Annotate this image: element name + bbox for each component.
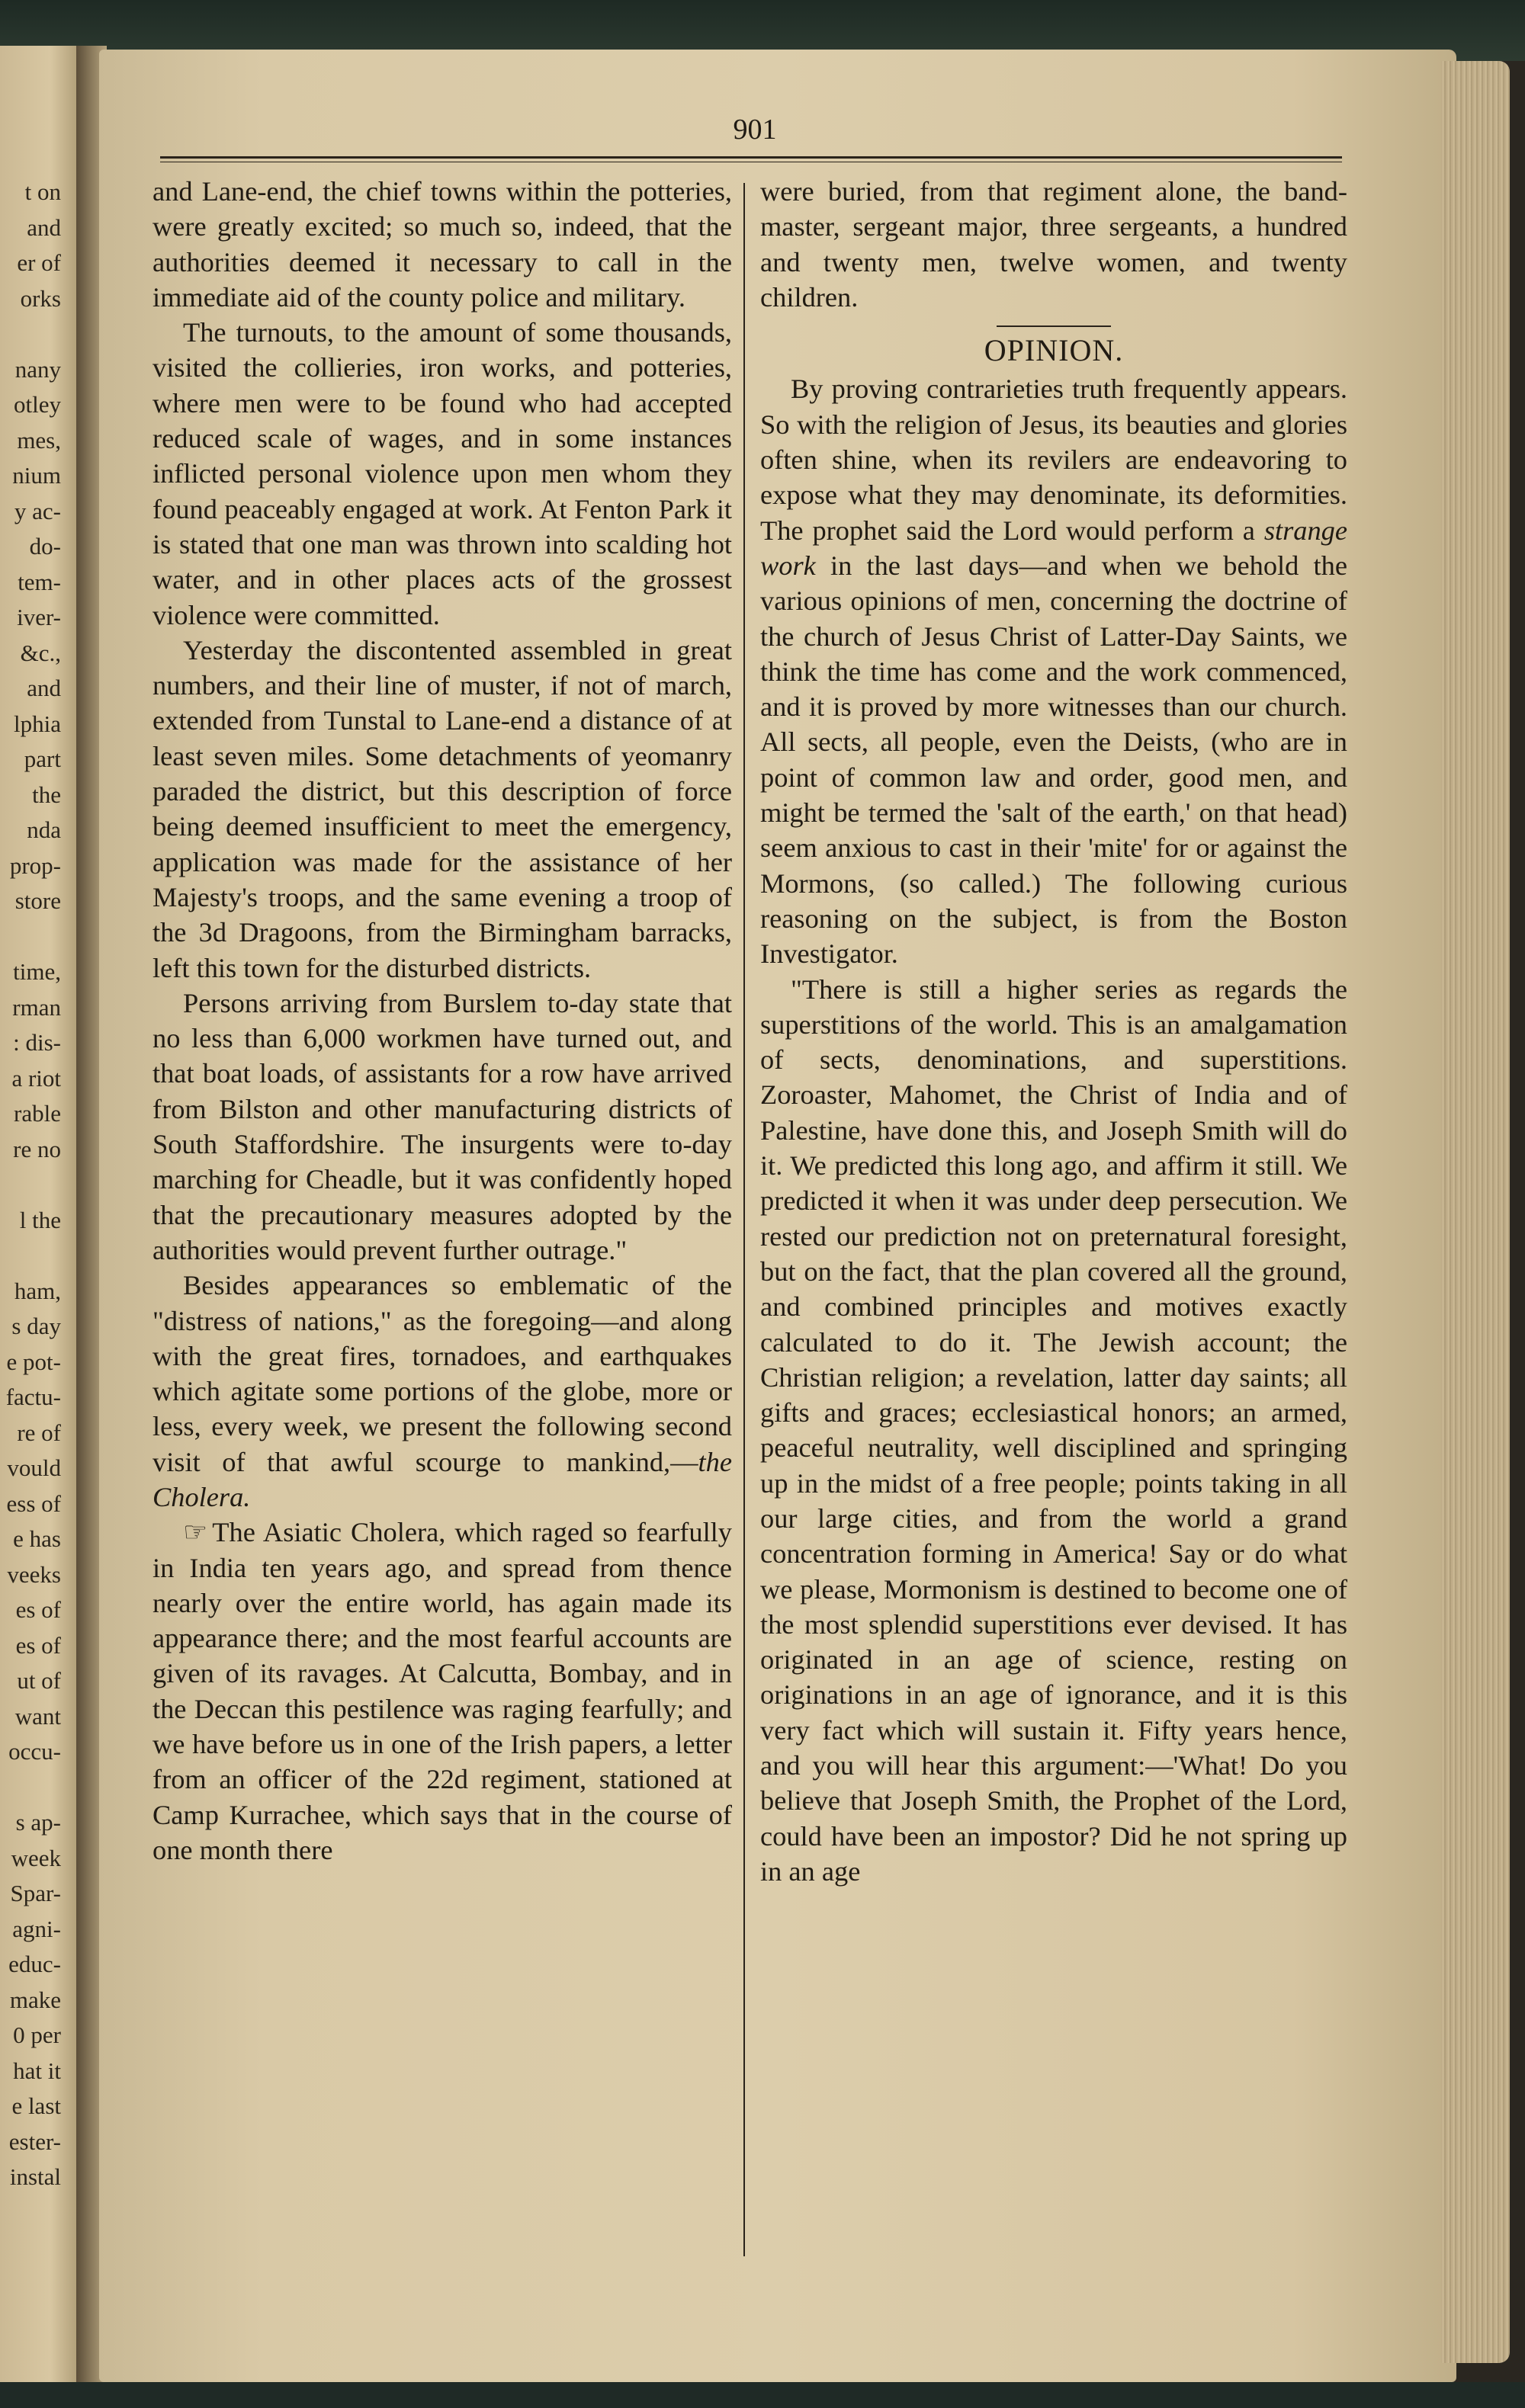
facing-page-fragment: Spar- xyxy=(10,1880,61,1906)
facing-page-fragment: a riot xyxy=(11,1064,61,1092)
facing-page-fragment: and xyxy=(27,213,61,241)
header-rule xyxy=(160,156,1342,162)
emphasis: the Cholera. xyxy=(152,1446,732,1512)
facing-page-fragment: er of xyxy=(17,249,61,276)
facing-page-fragment: and xyxy=(27,675,61,701)
facing-page-fragment: agni- xyxy=(12,1915,61,1942)
facing-page-fragment: mes, xyxy=(17,426,61,454)
facing-page-fragment: lphia xyxy=(14,710,61,737)
facing-page-fragment: nium xyxy=(12,462,61,489)
page-number: 901 xyxy=(733,114,777,146)
emphasis: strange work xyxy=(760,515,1347,581)
facing-page-fragment: es of xyxy=(15,1631,61,1659)
facing-page-fragment: make xyxy=(9,1986,61,2013)
facing-page-fragment: tem- xyxy=(18,568,61,595)
facing-page-fragment: instal xyxy=(9,2163,61,2190)
facing-page-fragment: want xyxy=(14,1702,61,1730)
book-binding-bottom xyxy=(0,2382,1525,2408)
facing-page-fragment: l the xyxy=(19,1206,61,1233)
facing-page-fragment: ham, xyxy=(14,1277,61,1304)
column-divider xyxy=(743,183,745,2256)
facing-page-fragment: store xyxy=(14,887,61,914)
paragraph xyxy=(152,1268,732,1515)
text-run: in the last days—and when we behold the various opinions of men, concerning the doctrine of the church of Jesus Christ of Latter-Day Saints, we think the time has come and the work commenced, and it is proved by more witnesses than our church. All sects, all people, even the Deists, (who are in point of common law and order, good men, and might be termed the 'salt of the earth,' on that head) seem anxious to cast in their 'mite' for or against the Mormons, (so called.) The following curious reasoning on the subject, is from the Boston Investigator. xyxy=(760,550,1347,970)
page-edges xyxy=(1441,61,1510,2363)
facing-page-fragment: re no xyxy=(13,1135,61,1162)
pointing-hand-icon: ☞ xyxy=(183,1517,208,1548)
facing-page-fragment: prop- xyxy=(9,851,61,879)
left-column xyxy=(152,174,732,1868)
facing-page-fragment: vould xyxy=(7,1454,61,1481)
section-heading: OPINION. xyxy=(984,333,1124,368)
facing-page-fragment: veeks xyxy=(7,1560,61,1588)
section-rule xyxy=(997,325,1111,327)
facing-page-fragment: ess of xyxy=(6,1489,61,1517)
facing-page-fragment: rman xyxy=(12,993,61,1021)
facing-page-fragment: iver- xyxy=(17,604,61,630)
facing-page-fragment: 0 per xyxy=(13,2022,61,2048)
facing-page-fragment: s ap- xyxy=(15,1809,61,1836)
facing-page-fragment: occu- xyxy=(8,1738,61,1765)
facing-page-fragment: part xyxy=(24,745,61,772)
facing-page-fragment: factu- xyxy=(5,1384,61,1410)
text-run: By proving contrarieties truth frequently appears. So with the religion of Jesus, its beauties and glories often shine, when its revilers are endeavoring to expose what they may denominate, its deformities. The prophet said the Lord would perform a xyxy=(760,374,1347,546)
paragraph xyxy=(152,1515,732,1868)
facing-page-fragment: otley xyxy=(14,391,61,418)
facing-page-fragment: es of xyxy=(15,1596,61,1623)
facing-page-fragment: do- xyxy=(29,533,61,560)
paragraph: The turnouts, to the amount of some thousands, visited the collieries, iron works, and potteries, where men were to be found who had accepted reduced scale of wages, and in some instances inflicted personal violence upon men whom they found peaceably engaged at work. At Fenton Park it is stated that one man was thrown into scalding hot water, and in other places acts of the grossest violence were committed. xyxy=(152,317,732,630)
facing-page-fragment: &c., xyxy=(20,639,61,666)
facing-page-fragment: orks xyxy=(20,284,61,312)
facing-page-fragment: the xyxy=(32,781,61,808)
facing-page-fragment: time, xyxy=(13,958,61,985)
paragraph xyxy=(760,371,1347,971)
facing-page-fragment: e last xyxy=(11,2092,61,2119)
facing-page-fragment: hat it xyxy=(13,2057,61,2084)
right-column xyxy=(760,174,1347,1889)
facing-page-fragment: : dis- xyxy=(13,1029,61,1056)
paragraph: and Lane-end, the chief towns within the potteries, were greatly excited; so much so, indeed, that the authorities deemed it necessary to call in the immediate aid of the county police and military. xyxy=(152,176,732,313)
facing-page-fragment: y ac- xyxy=(14,497,61,524)
text-run: The Asiatic Cholera, which raged so fearfully in India ten years ago, and spread from thence nearly over the entire world, has again made its appearance there; and the most fearful accounts are given of its ravages. At Calcutta, Bombay, and in the Deccan this pestilence was raging fearfully; and we have before us in one of the Irish papers, a letter from an officer of the 22d regiment, stationed at Camp Kurrachee, which says that in the course of one month there xyxy=(152,1517,732,1865)
paragraph: were buried, from that regiment alone, the band-master, sergeant major, three sergeants, a hundred and twenty men, twelve women, and twenty children. xyxy=(760,176,1347,313)
paragraph: Persons arriving from Burslem to-day state that no less than 6,000 workmen have turned out, and that boat loads, of assistants for a row have arrived from Bilston and other manufacturing districts of South Staffordshire. The insurgents were to-day marching for Cheadle, but it was confidently hoped that the precautionary measures adopted by the authorities would prevent further outrage." xyxy=(152,987,732,1265)
paragraph: "There is still a higher series as regards the superstitions of the world. This is an amalgamation of sects, denominations, and superstitions. Zoroaster, Mahomet, the Christ of India and of Palestine, have done this, and Joseph Smith will do it. We predicted this long ago, and affirm it still. We predicted it when it was under deep persecution. We rested our prediction not on preternatural foresight, but on the fact, that the plan covered all the ground, and combined principles and motives exactly calculated to do it. The Jewish account; the Christian religion; a revelation, latter day saints; all gifts and graces; ecclesiastical honors; an armed, peaceful neutrality, well disciplined and springing up in the midst of a free people; points taking in all our large cities, and from the world a grand concentration forming in America! Say or do what we please, Mormonism is destined to become one of the most splendid superstitions ever devised. It has originated in an age of science, resting on originations in an age of ignorance, and it is this very fact which will sustain it. Fifty years hence, and you will hear this argument:—'What! Do you believe that Joseph Smith, the Prophet of the Lord, could have been an impostor? Did he not spring up in an age xyxy=(760,973,1347,1887)
facing-page-fragment: educ- xyxy=(8,1951,61,1977)
facing-page-fragment: s day xyxy=(11,1313,61,1339)
facing-page-fragment: re of xyxy=(17,1419,61,1446)
facing-page-fragment: ester- xyxy=(8,2127,61,2155)
paragraph: Yesterday the discontented assembled in great numbers, and their line of muster, if not of march, extended from Tunstal to Lane-end a distance of at least seven miles. Some detachments of yeomanry paraded the district, but this description of force being deemed insufficient to meet the emergency, application was made for the assistance of her Majesty's troops, and the same evening a troop of the 3d Dragoons, from the Birmingham barracks, left this town for the disturbed districts. xyxy=(152,634,732,983)
facing-page-fragment: nany xyxy=(14,355,61,383)
facing-page-fragment: e pot- xyxy=(6,1348,61,1375)
facing-page-fragment: nda xyxy=(27,816,61,843)
facing-page-fragment: week xyxy=(11,1844,61,1871)
facing-page-fragment: rable xyxy=(14,1100,61,1127)
facing-page-fragment: t on xyxy=(24,178,61,205)
facing-page-edge xyxy=(0,46,84,2386)
facing-page-fragment: ut of xyxy=(17,1667,61,1694)
facing-page-fragment: e has xyxy=(13,1525,61,1552)
text-run: Besides appearances so emblematic of the "distress of nations," as the foregoing—and along with the great fires, tornadoes, and earthquakes which agitate some portions of the globe, more or less, every week, we present the following second visit of that awful scourge to mankind,— xyxy=(152,1270,732,1477)
